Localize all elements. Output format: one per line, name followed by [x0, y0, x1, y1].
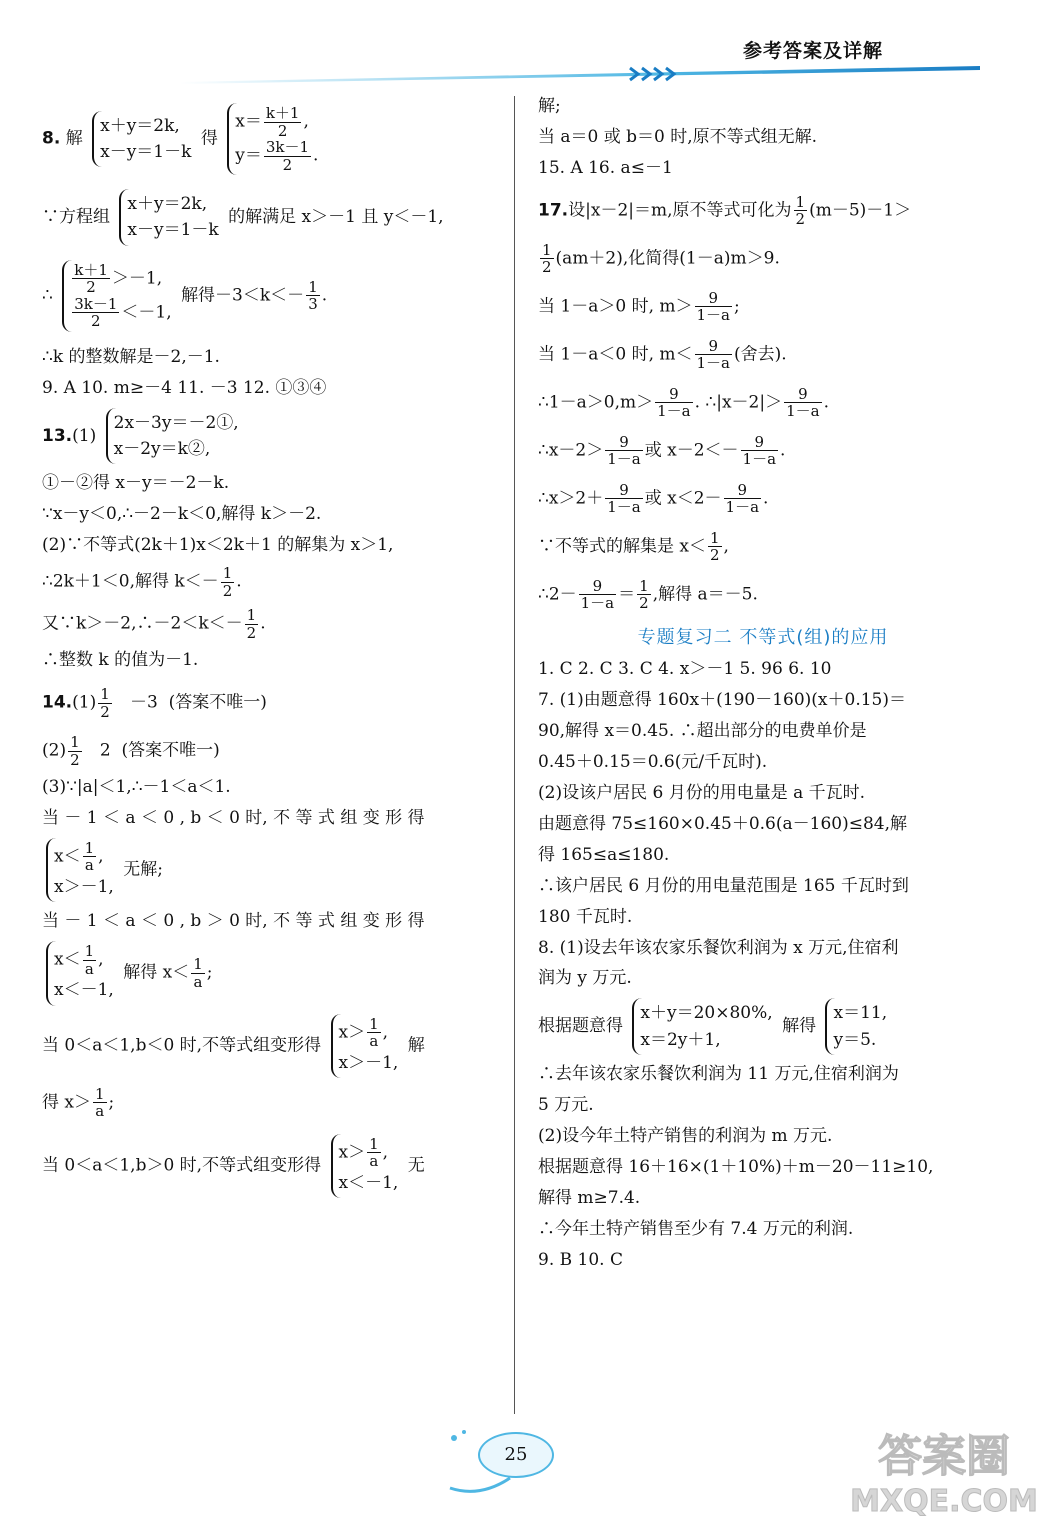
answer-14-line8: [42, 1014, 502, 1078]
text: .: [260, 613, 266, 634]
text: ,: [303, 111, 309, 132]
answers-15-16: 15. A 16. a≤－1: [538, 157, 673, 178]
fraction: [637, 578, 651, 612]
denominator: 1－a: [725, 498, 760, 517]
section-title: 专题复习二 不等式(组)的应用: [637, 626, 889, 648]
fraction: [68, 734, 82, 768]
page-number: 25: [478, 1432, 554, 1478]
eq: x－y＝1－k: [100, 142, 192, 162]
q-number: 14.: [42, 692, 73, 713]
eq: x＝2y＋1,: [640, 1029, 721, 1050]
fraction: [655, 386, 693, 420]
numerator: 1: [193, 955, 203, 974]
fraction: [794, 194, 808, 228]
text: x＝: [235, 111, 262, 132]
answer-7-line7: ∴该户居民 6 月份的用电量范围是 165 千瓦时到: [538, 875, 909, 896]
denominator: 1－a: [786, 402, 820, 421]
denominator: 1－a: [607, 450, 641, 469]
denominator: 2: [282, 155, 293, 174]
answer-7-line2: 90,解得 x＝0.45. ∴超出部分的电费单价是: [538, 720, 867, 741]
text: 解得: [782, 1016, 817, 1037]
fraction: [741, 434, 779, 468]
text: .: [313, 145, 319, 166]
numerator: k＋1: [265, 104, 300, 122]
numerator: 9: [741, 434, 779, 452]
denominator: 2: [70, 750, 80, 769]
answer-8-line1: 8. (1)设去年该农家乐餐饮利润为 x 万元,住宿利: [538, 937, 899, 958]
denominator: 2: [710, 546, 720, 565]
answer-8-line2: [42, 189, 502, 246]
answer-13-line6: [42, 607, 502, 641]
numerator: 3k－1: [74, 294, 118, 313]
denominator: 2: [100, 702, 110, 721]
text: (m－5)－1＞: [809, 200, 912, 221]
text: ;: [206, 962, 213, 983]
text: 解: [407, 1035, 425, 1056]
text: (am＋2),化简得(1－a)m＞9.: [555, 248, 780, 269]
text: ∵方程组: [42, 206, 110, 227]
text: 解得－3＜k＜－: [181, 285, 305, 306]
text: x＞: [338, 1022, 366, 1042]
denominator: a: [369, 1152, 379, 1171]
answer-7-line8: 180 千瓦时.: [538, 906, 633, 927]
text: ∴x－2＞: [538, 440, 604, 461]
numerator: 9: [724, 482, 762, 500]
numerator: 1: [84, 838, 95, 857]
text: ＞－1,: [111, 268, 163, 289]
numerator: 1: [222, 564, 233, 583]
answer-7-line3: 0.45＋0.15＝0.6(元/千瓦时).: [538, 751, 768, 772]
answer-8-line3: [538, 998, 988, 1055]
fraction: [264, 105, 302, 139]
q-number: 13.: [42, 425, 73, 446]
watermark-line1: 答案圈: [878, 1431, 1010, 1482]
fraction: [367, 1016, 381, 1050]
numerator: 1: [639, 576, 649, 595]
answer-14-line7: [42, 941, 502, 1005]
text: ;: [108, 1092, 115, 1113]
ineq: [70, 262, 171, 296]
q-number: 17.: [538, 200, 569, 221]
inequality-system: [46, 838, 114, 902]
denominator: 1－a: [696, 354, 731, 373]
fraction: [605, 482, 643, 516]
answer-8-line6: (2)设今年土特产销售的利润为 m 万元.: [538, 1125, 833, 1146]
denominator: a: [193, 972, 203, 991]
fraction: [98, 686, 112, 720]
ineq: [70, 296, 171, 330]
text: 或 x＜2－: [644, 488, 722, 509]
text: (舍去).: [734, 344, 787, 365]
answer-8-line2: 润为 y 万元.: [538, 968, 632, 989]
text: 根据题意得: [538, 1016, 623, 1037]
eq: y＝5.: [833, 1029, 877, 1050]
equation-system: [92, 111, 191, 168]
denominator: 2: [542, 258, 552, 277]
denominator: a: [84, 959, 94, 978]
text: x＜: [54, 949, 81, 970]
eq: x＝11,: [833, 1003, 888, 1024]
answer-14-line4: 当 － 1 ＜ a ＜ 0 , b ＜ 0 时, 不 等 式 组 变 形 得: [42, 807, 425, 828]
fraction: [579, 578, 617, 612]
denominator: 3: [308, 295, 318, 314]
text: 的解满足 x＞－1 且 y＜－1,: [228, 206, 444, 227]
denominator: a: [369, 1032, 379, 1050]
ineq: [54, 943, 114, 977]
numerator: 1: [308, 277, 318, 296]
text: ∴: [42, 285, 53, 306]
text: 无: [407, 1155, 425, 1176]
answer-17-line9: [538, 578, 988, 612]
denominator: 1－a: [696, 306, 731, 325]
right-column: [538, 95, 988, 1272]
text: 2 (答案不唯一): [83, 740, 220, 761]
numerator: 1: [369, 1134, 379, 1153]
fraction: [367, 1136, 381, 1170]
inequality-system: [331, 1014, 399, 1078]
ineq: [339, 1136, 399, 1170]
text: (1): [72, 692, 97, 713]
text: ,解得 a＝－5.: [652, 584, 758, 605]
denominator: 1－a: [580, 594, 615, 613]
fraction: [784, 386, 822, 420]
answer-7-line4: (2)设该户居民 6 月份的用电量是 a 千瓦时.: [538, 782, 866, 803]
denominator: 1－a: [607, 498, 641, 517]
text: ∴2－: [538, 584, 577, 605]
text: . ∴|x－2|＞: [694, 392, 783, 413]
text: .: [823, 392, 829, 413]
ineq: [54, 840, 114, 874]
numerator: 9: [605, 434, 643, 452]
fraction: [221, 565, 235, 599]
eq: [235, 139, 318, 173]
fraction: [540, 242, 554, 276]
text: ∵不等式的解集是 x＜: [538, 536, 706, 557]
solution-system: [825, 998, 887, 1055]
denominator: 2: [246, 623, 257, 642]
fraction: [72, 296, 119, 330]
text: y＝: [235, 145, 262, 166]
answer-7-line5: 由题意得 75≤160×0.45＋0.6(a－160)≤84,解: [538, 813, 907, 834]
inequality-system: [46, 941, 114, 1005]
text: .: [236, 571, 242, 592]
text: x＜: [54, 846, 81, 867]
text: x＞: [338, 1142, 366, 1163]
answer-8-line4: ∴去年该农家乐餐饮利润为 11 万元,住宿利润为: [538, 1064, 899, 1085]
numerator: 1: [795, 192, 806, 211]
eq: x＋y＝2k,: [100, 115, 180, 136]
eq: [235, 105, 318, 139]
answers-1-6: 1. C 2. C 3. C 4. x＞－1 5. 96 6. 10: [538, 659, 832, 680]
answer-14-cont2: 当 a＝0 或 b＝0 时,原不等式组无解.: [538, 126, 818, 147]
watermark-line2: MXQE.COM: [850, 1484, 1038, 1519]
answer-14-line5: [42, 838, 502, 902]
fraction: [72, 262, 110, 296]
answer-8-line8: 解得 m≥7.4.: [538, 1187, 641, 1208]
numerator: 9: [695, 338, 733, 356]
text: 又∵k＞－2,∴－2＜k＜－: [42, 613, 243, 634]
text: ;: [734, 296, 740, 317]
text: ＝: [618, 584, 636, 605]
text: 得 x＞: [42, 1092, 91, 1113]
text: 当 1－a＜0 时, m＜: [538, 344, 693, 365]
answer-13-line5: [42, 565, 502, 599]
answer-14-line3: (3)∵|a|＜1,∴－1＜a＜1.: [42, 777, 231, 797]
eq: x－y＝1－k: [127, 220, 219, 241]
answer-17-line5: [538, 386, 988, 420]
fraction: [191, 956, 205, 990]
solution-system: [227, 103, 318, 175]
text: 解得 x＜: [123, 962, 190, 983]
watermark-logo: [849, 1416, 1039, 1526]
eq: 2x－3y＝－2①,: [113, 412, 239, 433]
fraction: [695, 338, 733, 372]
numerator: 9: [579, 578, 617, 596]
fraction: [245, 607, 259, 641]
fraction: [93, 1086, 107, 1120]
column-divider: [514, 96, 515, 1414]
fraction: [83, 943, 97, 977]
ineq: x＜－1,: [54, 980, 114, 1001]
text: ,: [382, 1022, 389, 1042]
ineq: [339, 1016, 399, 1050]
fraction: [695, 290, 733, 324]
text: .: [321, 285, 328, 306]
answer-8-line9: ∴今年土特产销售至少有 7.4 万元的利润.: [538, 1218, 854, 1239]
answer-8: [42, 103, 502, 175]
numerator: 1: [84, 942, 95, 961]
fraction: [605, 434, 643, 468]
text: 解: [65, 128, 83, 149]
answer-13-line4: (2)∵不等式(2k＋1)x＜2k＋1 的解集为 x＞1,: [42, 535, 394, 556]
ineq: x＜－1,: [338, 1172, 399, 1193]
text: .: [763, 488, 769, 509]
text: 当 1－a＞0 时, m＞: [538, 296, 693, 317]
denominator: 2: [277, 121, 288, 140]
answer-13-line3: ∵x－y＜0,∴－2－k＜0,解得 k＞－2.: [42, 504, 322, 525]
equation-system: [119, 189, 218, 246]
denominator: a: [84, 856, 94, 875]
numerator: 1: [710, 528, 720, 547]
answer-13-line7: ∴整数 k 的值为－1.: [42, 650, 199, 671]
eq: x＋y＝20×80%,: [640, 1003, 773, 1024]
numerator: 1: [70, 733, 80, 751]
inequality-system: [331, 1134, 399, 1198]
answer-14-line2: [42, 734, 502, 768]
denominator: 2: [86, 278, 96, 297]
answers-9-10: 9. B 10. C: [538, 1249, 623, 1270]
numerator: 3k－1: [265, 138, 310, 156]
denominator: 2: [91, 312, 101, 331]
ineq: x＞－1,: [54, 876, 114, 897]
text: ∴1－a＞0,m＞: [538, 392, 654, 413]
answer-14: [42, 686, 502, 720]
answer-14-line6: 当 － 1 ＜ a ＜ 0 , b ＞ 0 时, 不 等 式 组 变 形 得: [42, 911, 425, 932]
numerator: 9: [784, 386, 822, 404]
answer-14-line10: [42, 1134, 502, 1198]
answer-8-line7: 根据题意得 16＋16×(1＋10%)＋m－20－11≥10,: [538, 1156, 934, 1177]
eq: x－2y＝k②,: [113, 438, 211, 459]
text: (2): [42, 740, 67, 761]
numerator: 1: [542, 240, 552, 259]
answer-8-line3: [42, 260, 502, 332]
numerator: 1: [95, 1084, 105, 1103]
answer-7-line6: 得 165≤a≤180.: [538, 844, 670, 865]
denominator: a: [95, 1102, 105, 1121]
denominator: 2: [639, 594, 649, 613]
eq: x＋y＝2k,: [127, 194, 208, 214]
answer-17-line2: [538, 242, 988, 276]
answer-17-line8: [538, 530, 988, 564]
numerator: 9: [655, 386, 693, 404]
text: (1): [72, 425, 97, 446]
answer-17: [538, 194, 988, 228]
text: 当 0＜a＜1,b＜0 时,不等式组变形得: [42, 1035, 322, 1056]
answer-14-line9: [42, 1086, 502, 1120]
answer-17-line3: [538, 290, 988, 324]
numerator: k＋1: [74, 260, 108, 279]
ineq: x＞－1,: [338, 1052, 399, 1073]
text: 当 0＜a＜1,b＞0 时,不等式组变形得: [42, 1155, 322, 1176]
answer-14-cont: 解;: [538, 96, 561, 116]
equation-system: [632, 998, 772, 1055]
answer-17-line7: [538, 482, 988, 516]
fraction: [306, 279, 320, 313]
text: 得: [200, 128, 218, 149]
text: 无解;: [123, 859, 163, 880]
text: 或 x－2＜－: [644, 440, 739, 461]
answer-8-line5: 5 万元.: [538, 1095, 594, 1116]
numerator: 1: [369, 1014, 379, 1033]
text: ,: [382, 1142, 389, 1163]
denominator: 2: [222, 581, 233, 600]
text: 设|x－2|＝m,原不等式可化为: [568, 200, 792, 221]
numerator: 1: [246, 606, 257, 625]
denominator: 2: [795, 210, 806, 229]
text: ,: [98, 846, 104, 867]
equation-system: [106, 408, 239, 465]
numerator: 9: [695, 290, 733, 308]
answer-8-line4: ∴k 的整数解是－2,－1.: [42, 346, 220, 367]
header-decoration: [180, 62, 980, 86]
fraction: [724, 482, 762, 516]
denominator: 1－a: [657, 402, 691, 421]
header-title: 参考答案及详解: [742, 40, 883, 62]
answers-9-12: 9. A 10. m≥－4 11. －3 12. ①③④: [42, 377, 327, 398]
answer-7-line1: 7. (1)由题意得 160x＋(190－160)(x＋0.15)＝: [538, 690, 907, 711]
left-column: [42, 95, 502, 1198]
text: －3 (答案不唯一): [113, 692, 267, 713]
text: ,: [98, 949, 104, 970]
fraction: [708, 530, 722, 564]
inequality-system: [62, 260, 171, 332]
answer-13-line2: ①－②得 x－y＝－2－k.: [42, 473, 230, 494]
fraction: [264, 139, 311, 173]
numerator: 1: [100, 685, 110, 703]
text: .: [780, 440, 786, 461]
text: ∴2k＋1＜0,解得 k＜－: [42, 571, 219, 592]
numerator: 9: [605, 482, 643, 500]
text: ＜－1,: [121, 302, 172, 323]
answer-17-line4: [538, 338, 988, 372]
denominator: 1－a: [742, 450, 777, 469]
q-number: 8.: [42, 128, 61, 149]
answer-13: [42, 408, 502, 465]
fraction: [83, 840, 97, 874]
text: ,: [723, 536, 729, 557]
text: ∴x＞2＋: [538, 488, 604, 509]
answer-17-line6: [538, 434, 988, 468]
